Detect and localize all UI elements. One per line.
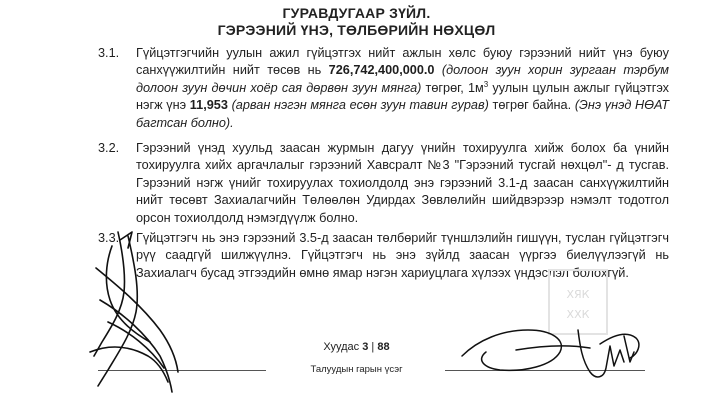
page-separator: | <box>368 341 378 353</box>
clause-text-part: төгрөг, 1м <box>421 80 484 95</box>
signature-caption: Талуудын гарын үсэг <box>310 364 403 375</box>
total-amount-words: (долоон зуун хорин зургаан тэрбум долоон зуун дөчин хоёр сая дөрвөн зуун мянга) <box>136 63 669 95</box>
clause-text: Гүйцэтгэгч нь энэ гэрээний 3.5-д заасан төлбөрийг түншлэлийн гишүүн, туслан гүйцэтгэгч рүү саадгүй шилжүүлнэ. Гүйцэтгэгч нь энэ зүйлд заасан үүргээ биелүүлээгүй нь Захиалагч бусад этгээдийн өмнө ямар нэгэн хариуцлага хүлээх үндэслэл болохгүй. <box>136 231 669 280</box>
clause-text-part: уулын цулын ажлыг гүйцэтгэх нэгж үнэ <box>136 80 669 113</box>
vat-note: (Энэ үнэд НӨАТ багтсан болно). <box>136 98 669 130</box>
clause-number: 3.3. <box>98 231 120 245</box>
total-amount: 726,742,400,000.0 <box>328 63 435 78</box>
signature-right <box>462 330 639 377</box>
signature-left <box>90 232 178 392</box>
clause-text-part: төгрөг байна. <box>488 98 575 113</box>
page-current: 3 <box>362 341 369 353</box>
clause-text: Гэрээний үнэд хуульд заасан журмын дагуу үнийн тохируулга хийж болох ба үнийн тохируулга хийх аргачлалыг гэрээний Хавсралт №3 "Гэрээний тусгай нөхцөл"- д тусгав. Гэрээний нэгж үнийг тохируулах тохиолдолд энэ гэрээний 3.1-д заасан санхүүжилтийн нийт төсөвт Захиалагчийн Төлөөлөн Удирдах Зөвлөлийн шийдвэрээр нэмэлт тодотгол орсон тохиолдолд нэмэгдүүлж болно. <box>136 141 669 225</box>
section-heading-line2: ГЭРЭЭНИЙ ҮНЭ, ТӨЛБӨРИЙН НӨХЦӨЛ <box>217 22 496 38</box>
stamp-text: ХЯК <box>566 288 590 301</box>
cubic-superscript: 3 <box>483 79 489 89</box>
page-label: Хуудас <box>323 341 363 353</box>
unit-price: 11,953 <box>189 98 228 113</box>
clause-number: 3.2. <box>98 141 120 155</box>
clause-text-part: Гүйцэтгэгчийн уулын ажил гүйцэтгэх нийт ажлын хөлс буюу гэрээний нийт үнэ буюу санхүүжилтийн нийт төсөв нь <box>136 46 669 78</box>
page-total: 88 <box>377 341 390 353</box>
section-heading-line1: ГУРАВДУГААР ЗҮЙЛ. <box>282 5 431 21</box>
stamp-text: ХХК <box>566 308 590 321</box>
clause-number: 3.1. <box>98 46 120 60</box>
unit-price-words: (арван нэгэн мянга есөн зуун тавин гурав) <box>231 98 489 113</box>
